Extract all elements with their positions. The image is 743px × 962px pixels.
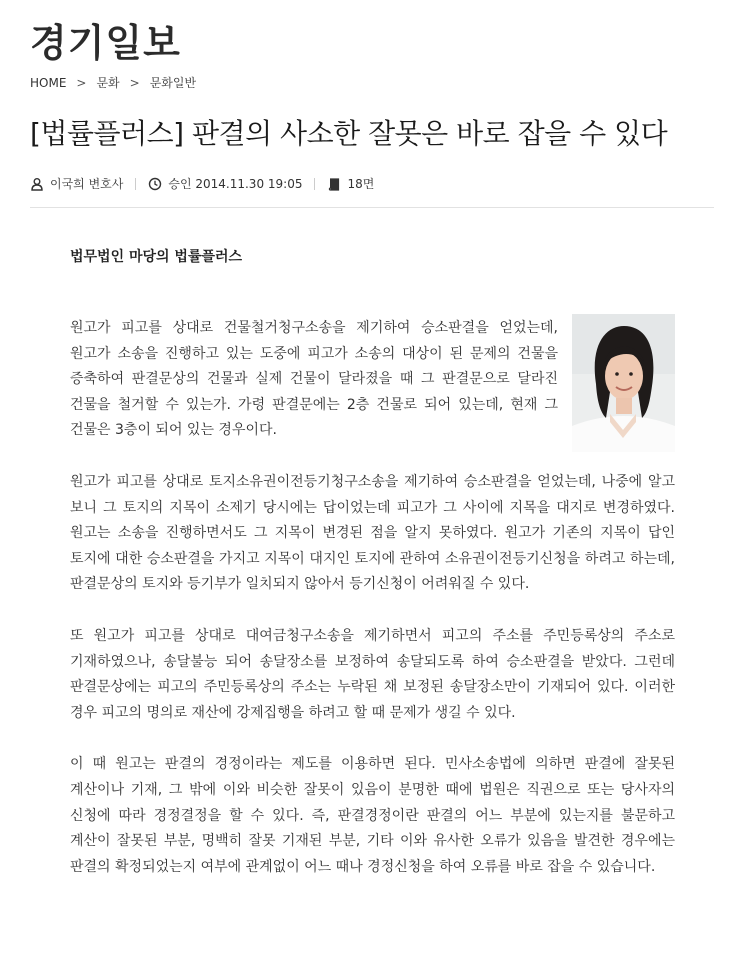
clock-icon bbox=[148, 177, 162, 191]
article-paragraph: 또 원고가 피고를 상대로 대여금청구소송을 제기하면서 피고의 주소를 주민등록상의 주소로 기재하였으나, 송달불능 되어 송달장소를 보정하여 송달되도록 하여 승소판결을 받았다. 그런데 판결문상에는 피고의 주민등록상의 주소는 누락된 채 보정된 송달장소만이 기재되어 있다. 이러한 경우 피고의 명의로 재산에 강제집행을 하려고 할 때 문제가 생길 수 있다. bbox=[70, 627, 675, 721]
article-subheading: 법무법인 마당의 법률플러스 bbox=[70, 249, 243, 265]
article-body bbox=[70, 244, 675, 906]
author-info bbox=[30, 174, 123, 194]
site-logo[interactable]: 경기일보 bbox=[30, 21, 181, 65]
article-paragraph bbox=[70, 316, 675, 444]
article-meta bbox=[30, 174, 374, 194]
page-info bbox=[327, 174, 374, 194]
breadcrumb-section[interactable]: 문화 bbox=[96, 76, 120, 90]
author-photo bbox=[572, 314, 675, 452]
meta-divider bbox=[135, 178, 136, 190]
breadcrumb-home[interactable]: HOME bbox=[30, 76, 67, 90]
breadcrumb-subsection[interactable]: 문화일반 bbox=[149, 76, 197, 90]
header-divider bbox=[30, 207, 714, 208]
article-paragraph: 이 때 원고는 판결의 경정이라는 제도를 이용하면 된다. 민사소송법에 의하면 판결에 잘못된 계산이나 기재, 그 밖에 이와 비슷한 잘못이 있음이 분명한 때에 법원은 직권으로 또는 당사자의 신청에 따라 경정결정을 할 수 있다. 즉, 판결경정이란 판결의 어느 부분에 있는지를 불문하고 계산이 잘못된 부분, 명백히 잘못 기재된 부분, 기타 이와 유사한 오류가 있음을 발견한 경우에는 판결의 확정되었는지 여부에 관계없이 어느 때나 경정신청을 하여 오류를 바로 잡을 수 있습니다. bbox=[70, 756, 675, 875]
breadcrumb-separator: > bbox=[129, 76, 140, 90]
approved-info bbox=[148, 174, 302, 194]
paragraph-text: 원고가 피고를 상대로 건물철거청구소송을 제기하여 승소판결을 얻었는데, 원고가 소송을 진행하고 있는 도중에 피고가 소송의 대상이 된 문제의 건물을 증축하여 판결문상의 건물과 실제 건물이 달라졌을 때 그 판결문으로 달라진 건물을 철거할 수 있는가. 가령 판결문에는 2층 건물로 되어 있는데, 현재 그 건물은 3층이 되어 있는 경우이다. bbox=[70, 320, 558, 439]
breadcrumb-separator: > bbox=[76, 76, 87, 90]
article-headline: [법률플러스] 판결의 사소한 잘못은 바로 잡을 수 있다 bbox=[30, 117, 668, 150]
meta-divider bbox=[314, 178, 315, 190]
approved-time: 승인 2014.11.30 19:05 bbox=[168, 177, 303, 191]
page-number: 18면 bbox=[347, 177, 375, 191]
breadcrumb bbox=[30, 74, 196, 92]
article-paragraph: 원고가 피고를 상대로 토지소유권이전등기청구소송을 제기하여 승소판결을 얻었는데, 나중에 알고 보니 그 토지의 지목이 소제기 당시에는 답이었는데 피고가 그 사이에 지목을 대지로 변경하였다. 원고는 소송을 진행하면서도 그 지목이 변경된 점을 알지 못하였다. 원고가 기존의 지목이 답인 토지에 대한 승소판결을 가지고 지목이 대지인 토지에 관하여 소유권이전등기신청을 하려고 하는데, 판결문상의 토지와 등기부가 일치되지 않아서 등기신청이 어려워질 수 있다. bbox=[70, 473, 675, 593]
book-icon bbox=[327, 177, 341, 191]
author-name: 이국희 변호사 bbox=[50, 177, 124, 191]
user-icon bbox=[30, 177, 44, 191]
